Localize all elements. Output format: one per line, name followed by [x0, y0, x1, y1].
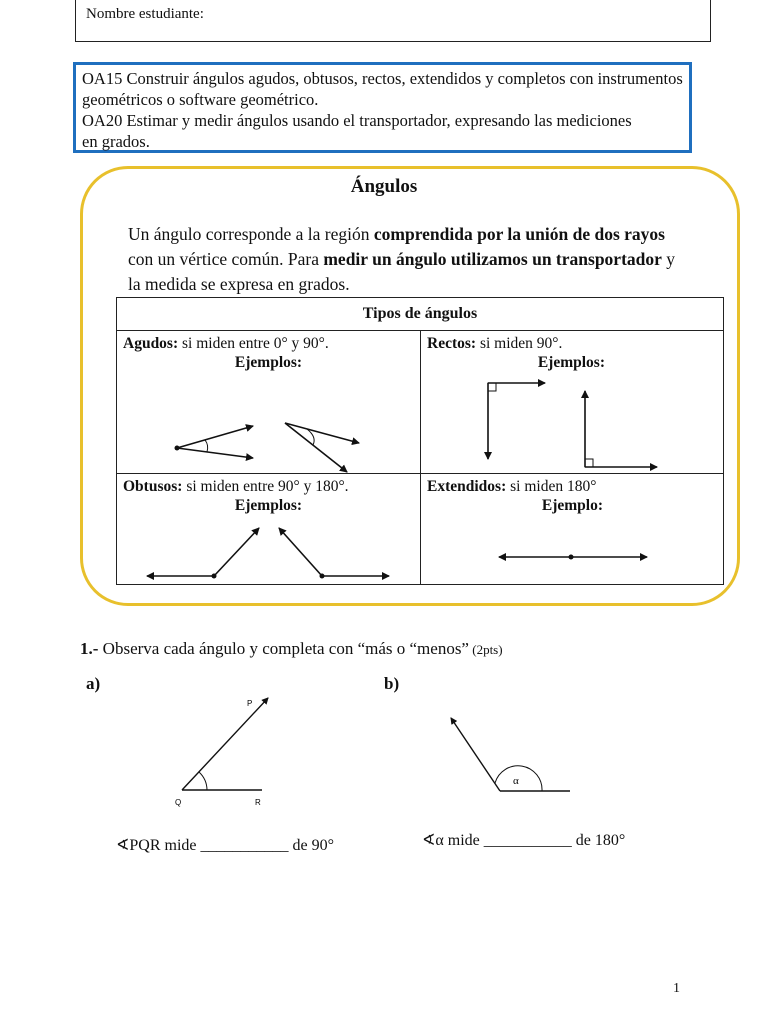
- point-r-label: R: [255, 798, 261, 807]
- right-cell: [421, 331, 724, 474]
- obtuse-examples-figure: [117, 478, 420, 589]
- definition-bold: medir un ángulo utilizamos un transportador: [323, 249, 662, 269]
- definition-bold: comprendida por la unión de dos rayos: [373, 224, 665, 244]
- part-a-sentence-start: ∢PQR mide: [116, 837, 201, 854]
- objective-line: en grados.: [82, 132, 150, 151]
- part-b-label: b): [384, 674, 400, 693]
- straight-examples-label: Ejemplo:: [541, 497, 603, 514]
- point-p-label: P: [247, 699, 253, 708]
- angle-definition: [128, 222, 688, 297]
- part-a-label: a): [86, 674, 101, 693]
- question-1-number: 1.-: [80, 639, 99, 658]
- obtuse-desc: si miden entre 90° y 180°.: [182, 478, 349, 495]
- part-b-sentence-start: ∢α mide: [422, 832, 484, 849]
- part-b-answer: [422, 830, 625, 850]
- question-1-title: [80, 639, 503, 659]
- part-b-blank[interactable]: ___________: [483, 832, 572, 849]
- straight-cell: [421, 474, 724, 585]
- right-name: Rectos:: [427, 335, 477, 352]
- objective-line: OA15 Construir ángulos agudos, obtusos, rectos, extendidos y completos con instrumentos: [82, 69, 683, 88]
- right-examples-label: Ejemplos:: [537, 354, 605, 371]
- acute-name: Agudos:: [123, 335, 179, 352]
- page-number: 1: [673, 981, 680, 996]
- student-name-box: [75, 0, 711, 42]
- question-1-text: Observa cada ángulo y completa con “más o “menos”: [98, 639, 469, 658]
- angles-title: Ángulos: [350, 176, 418, 197]
- obtuse-name: Obtusos:: [123, 478, 183, 495]
- angle-pqr-figure: [160, 688, 280, 813]
- angle-types-header: Tipos de ángulos: [117, 298, 724, 331]
- part-b-sentence-end: de 180°: [571, 832, 626, 849]
- point-q-label: Q: [175, 798, 182, 807]
- student-name-label: Nombre estudiante:: [86, 6, 204, 22]
- acute-desc: si miden entre 0° y 90°.: [178, 335, 329, 352]
- straight-desc: si miden 180°: [506, 478, 597, 495]
- right-examples-figure: [421, 335, 725, 478]
- angle-alpha-figure: [440, 708, 580, 798]
- acute-cell: [117, 331, 421, 474]
- part-a-blank[interactable]: ___________: [200, 837, 289, 854]
- obtuse-examples-label: Ejemplos:: [234, 497, 303, 514]
- question-1-points: (2pts): [468, 642, 503, 657]
- alpha-label: α: [513, 775, 519, 787]
- obtuse-cell: [117, 474, 421, 585]
- straight-name: Extendidos:: [427, 478, 507, 495]
- definition-text: y la medida se expresa en grados.: [128, 249, 676, 294]
- right-desc: si miden 90°.: [476, 335, 563, 352]
- acute-examples-figure: [117, 335, 420, 478]
- objective-line: OA20 Estimar y medir ángulos usando el transportador, expresando las mediciones: [82, 111, 632, 130]
- angle-types-table: [116, 297, 724, 585]
- definition-text: Un ángulo corresponde a la región: [128, 224, 374, 244]
- acute-examples-label: Ejemplos:: [234, 354, 303, 371]
- straight-example-figure: [421, 478, 725, 589]
- objectives-box: [73, 62, 692, 153]
- part-a-answer: [116, 835, 334, 855]
- definition-text: con un vértice común. Para: [128, 249, 324, 269]
- objective-line: geométricos o software geométrico.: [82, 90, 319, 109]
- part-a-sentence-end: de 90°: [288, 837, 335, 854]
